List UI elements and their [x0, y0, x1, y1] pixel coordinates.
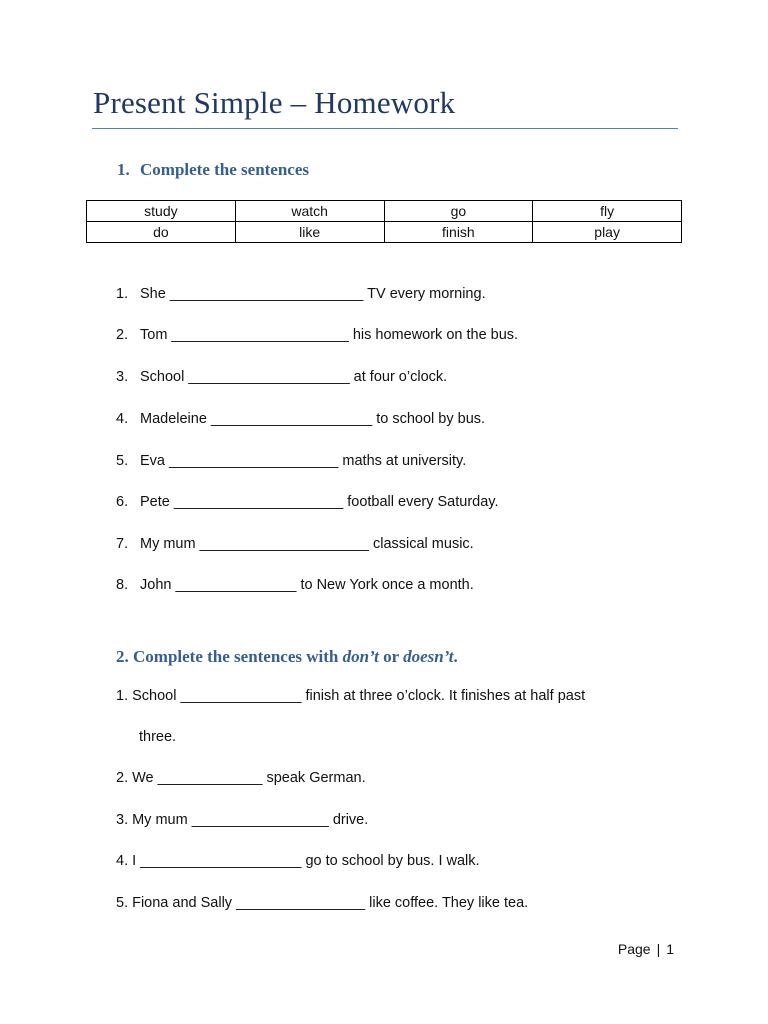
section-2-heading-text: 2. Complete the sentences with: [116, 647, 343, 666]
item-text: I ____________________ go to school by bus. I walk.: [132, 853, 480, 869]
word-bank-cell: go: [384, 201, 533, 222]
item-number: 8.: [116, 577, 129, 593]
item-number: 4.: [116, 411, 129, 427]
exercise-1-item: [116, 577, 474, 593]
item-text: Pete _____________________ football every Saturday.: [140, 494, 499, 510]
heading-period: .: [453, 647, 458, 666]
word-bank-cell: watch: [235, 201, 384, 222]
heading-conjunction: or: [378, 647, 404, 666]
page-separator: |: [656, 941, 661, 957]
item-text: Eva _____________________ maths at university.: [140, 453, 467, 469]
section-2-heading: [116, 647, 458, 667]
item-text: School ____________________ at four o’clock.: [140, 369, 448, 385]
exercise-1-item: [116, 411, 485, 427]
section-1-heading: [117, 160, 309, 180]
item-text: My mum _________________ drive.: [132, 812, 369, 828]
exercise-2-item-continuation: [139, 729, 176, 745]
exercise-1-item: [116, 327, 518, 343]
item-number: 1.: [116, 286, 129, 302]
item-number: 5.: [116, 895, 129, 911]
word-bank-row: [87, 201, 682, 222]
item-text: Tom ______________________ his homework on the bus.: [140, 327, 519, 343]
item-text: John _______________ to New York once a month.: [140, 577, 474, 593]
exercise-2-item: [116, 812, 368, 828]
word-bank-cell: study: [87, 201, 236, 222]
exercise-2-item: [116, 895, 528, 911]
item-text: My mum _____________________ classical music.: [140, 536, 474, 552]
word-bank-cell: finish: [384, 222, 533, 243]
exercise-2-item: [116, 853, 480, 869]
item-number: 7.: [116, 536, 129, 552]
item-text: She ________________________ TV every morning.: [140, 286, 486, 302]
item-number: 1.: [116, 688, 129, 704]
exercise-2-item: [116, 770, 366, 786]
page-label: Page: [617, 941, 651, 957]
word-bank-cell: like: [235, 222, 384, 243]
page-number-footer: [618, 941, 674, 957]
item-number: 3.: [116, 369, 129, 385]
item-text: Madeleine ____________________ to school by bus.: [140, 411, 486, 427]
item-text: Fiona and Sally ________________ like coffee. They like tea.: [132, 895, 529, 911]
item-text: We _____________ speak German.: [132, 770, 366, 786]
word-bank-table: [86, 200, 682, 243]
exercise-1-item: [116, 536, 474, 552]
item-number: 2.: [116, 770, 129, 786]
word-bank-cell: fly: [533, 201, 682, 222]
exercise-1-item: [116, 453, 466, 469]
item-text: School _______________ finish at three o’clock. It finishes at half past: [132, 688, 586, 704]
word-bank-cell: do: [87, 222, 236, 243]
word-bank-cell: play: [533, 222, 682, 243]
item-number: 2.: [116, 327, 129, 343]
item-number: 6.: [116, 494, 129, 510]
keyword-dont: don’t: [342, 647, 379, 666]
section-1-number: 1.: [117, 160, 130, 179]
exercise-2-item: [116, 688, 585, 704]
item-number: 3.: [116, 812, 129, 828]
exercise-1-item: [116, 494, 499, 510]
word-bank-row: [87, 222, 682, 243]
item-text: three.: [139, 729, 177, 745]
title-divider: [92, 128, 678, 129]
page-number: 1: [666, 941, 674, 957]
exercise-1-item: [116, 286, 486, 302]
keyword-doesnt: doesn’t: [403, 647, 454, 666]
section-1-heading-text: Complete the sentences: [140, 160, 310, 179]
page-title: Present Simple – Homework: [93, 85, 456, 120]
item-number: 4.: [116, 853, 129, 869]
item-number: 5.: [116, 453, 129, 469]
exercise-1-item: [116, 369, 447, 385]
